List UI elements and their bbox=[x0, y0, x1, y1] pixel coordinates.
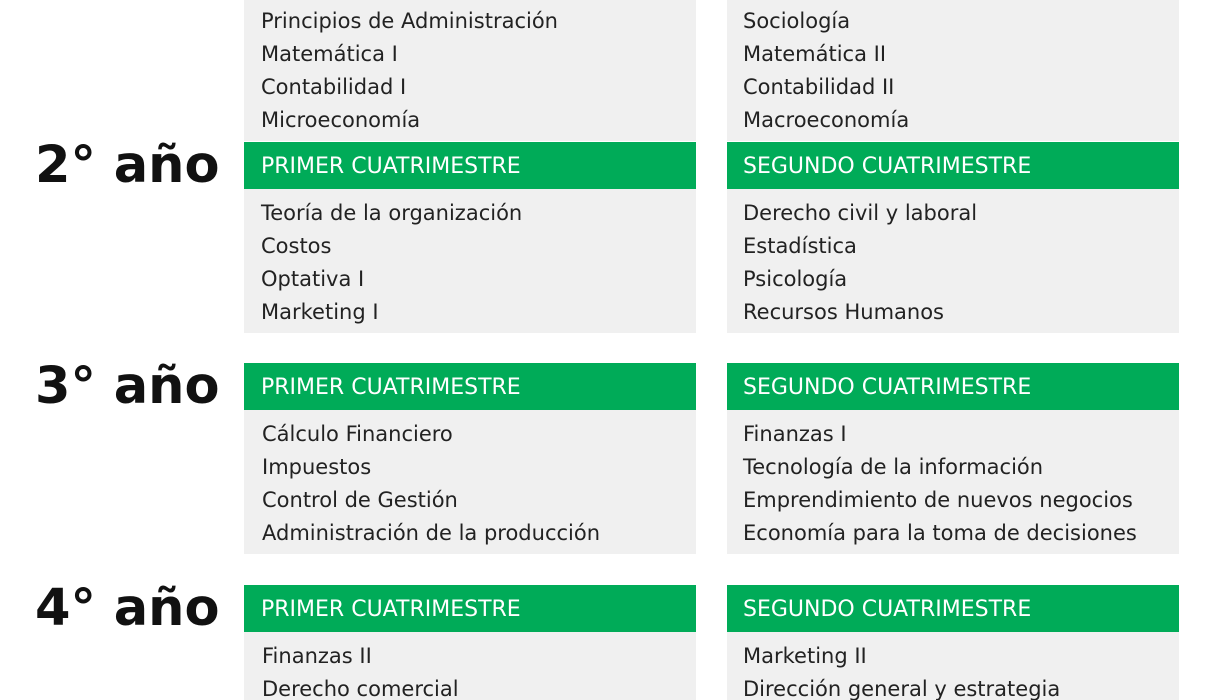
term-body bbox=[244, 632, 696, 700]
subject-item: Marketing I bbox=[261, 300, 379, 324]
term-body bbox=[244, 0, 696, 141]
subject-item: Economía para la toma de decisiones bbox=[743, 521, 1137, 545]
subject-item: Derecho comercial bbox=[262, 677, 459, 700]
year-label: 3° año bbox=[35, 357, 220, 416]
subject-item: Finanzas I bbox=[743, 422, 847, 446]
term-header: PRIMER CUATRIMESTRE bbox=[244, 585, 696, 632]
term-header: PRIMER CUATRIMESTRE bbox=[244, 142, 696, 189]
subject-item: Contabilidad I bbox=[261, 75, 407, 99]
subject-item: Impuestos bbox=[262, 455, 372, 479]
subject-item: Matemática I bbox=[261, 42, 398, 66]
term-second-y2 bbox=[727, 142, 1179, 333]
subject-item: Control de Gestión bbox=[262, 488, 458, 512]
term-body bbox=[727, 189, 1179, 333]
subject-item: Contabilidad II bbox=[743, 75, 895, 99]
subject-item: Microeconomía bbox=[261, 108, 421, 132]
term-second-y4 bbox=[727, 585, 1179, 700]
term-header: SEGUNDO CUATRIMESTRE bbox=[727, 585, 1179, 632]
term-first-y4 bbox=[244, 585, 696, 700]
term-body bbox=[244, 189, 696, 333]
term-second-y1 bbox=[727, 0, 1179, 141]
year-label: 2° año bbox=[35, 136, 220, 195]
subject-item: Derecho civil y laboral bbox=[743, 201, 978, 225]
subject-item: Marketing II bbox=[743, 644, 867, 668]
subject-item: Dirección general y estrategia bbox=[743, 677, 1061, 700]
subject-item: Administración de la producción bbox=[262, 521, 601, 545]
subject-item: Costos bbox=[261, 234, 332, 258]
term-body bbox=[727, 410, 1179, 554]
term-body bbox=[727, 0, 1179, 141]
subject-item: Psicología bbox=[743, 267, 848, 291]
subject-item: Recursos Humanos bbox=[743, 300, 944, 324]
subject-item: Emprendimiento de nuevos negocios bbox=[743, 488, 1133, 512]
subject-item: Matemática II bbox=[743, 42, 887, 66]
subject-item: Macroeconomía bbox=[743, 108, 910, 132]
subject-item: Tecnología de la información bbox=[743, 455, 1044, 479]
term-header: SEGUNDO CUATRIMESTRE bbox=[727, 142, 1179, 189]
year-label: 4° año bbox=[35, 579, 220, 638]
term-first-y2 bbox=[244, 142, 696, 333]
subject-item: Cálculo Financiero bbox=[262, 422, 453, 446]
subject-item: Estadística bbox=[743, 234, 857, 258]
term-body bbox=[727, 632, 1179, 700]
subject-item: Sociología bbox=[743, 9, 851, 33]
term-header: PRIMER CUATRIMESTRE bbox=[244, 363, 696, 410]
subject-item: Finanzas II bbox=[262, 644, 372, 668]
term-body bbox=[244, 410, 696, 554]
term-first-y3 bbox=[244, 363, 696, 554]
term-second-y3 bbox=[727, 363, 1179, 554]
subject-item: Optativa I bbox=[261, 267, 365, 291]
term-header: SEGUNDO CUATRIMESTRE bbox=[727, 363, 1179, 410]
subject-item: Principios de Administración bbox=[261, 9, 558, 33]
subject-item: Teoría de la organización bbox=[261, 201, 523, 225]
term-first-y1 bbox=[244, 0, 696, 141]
